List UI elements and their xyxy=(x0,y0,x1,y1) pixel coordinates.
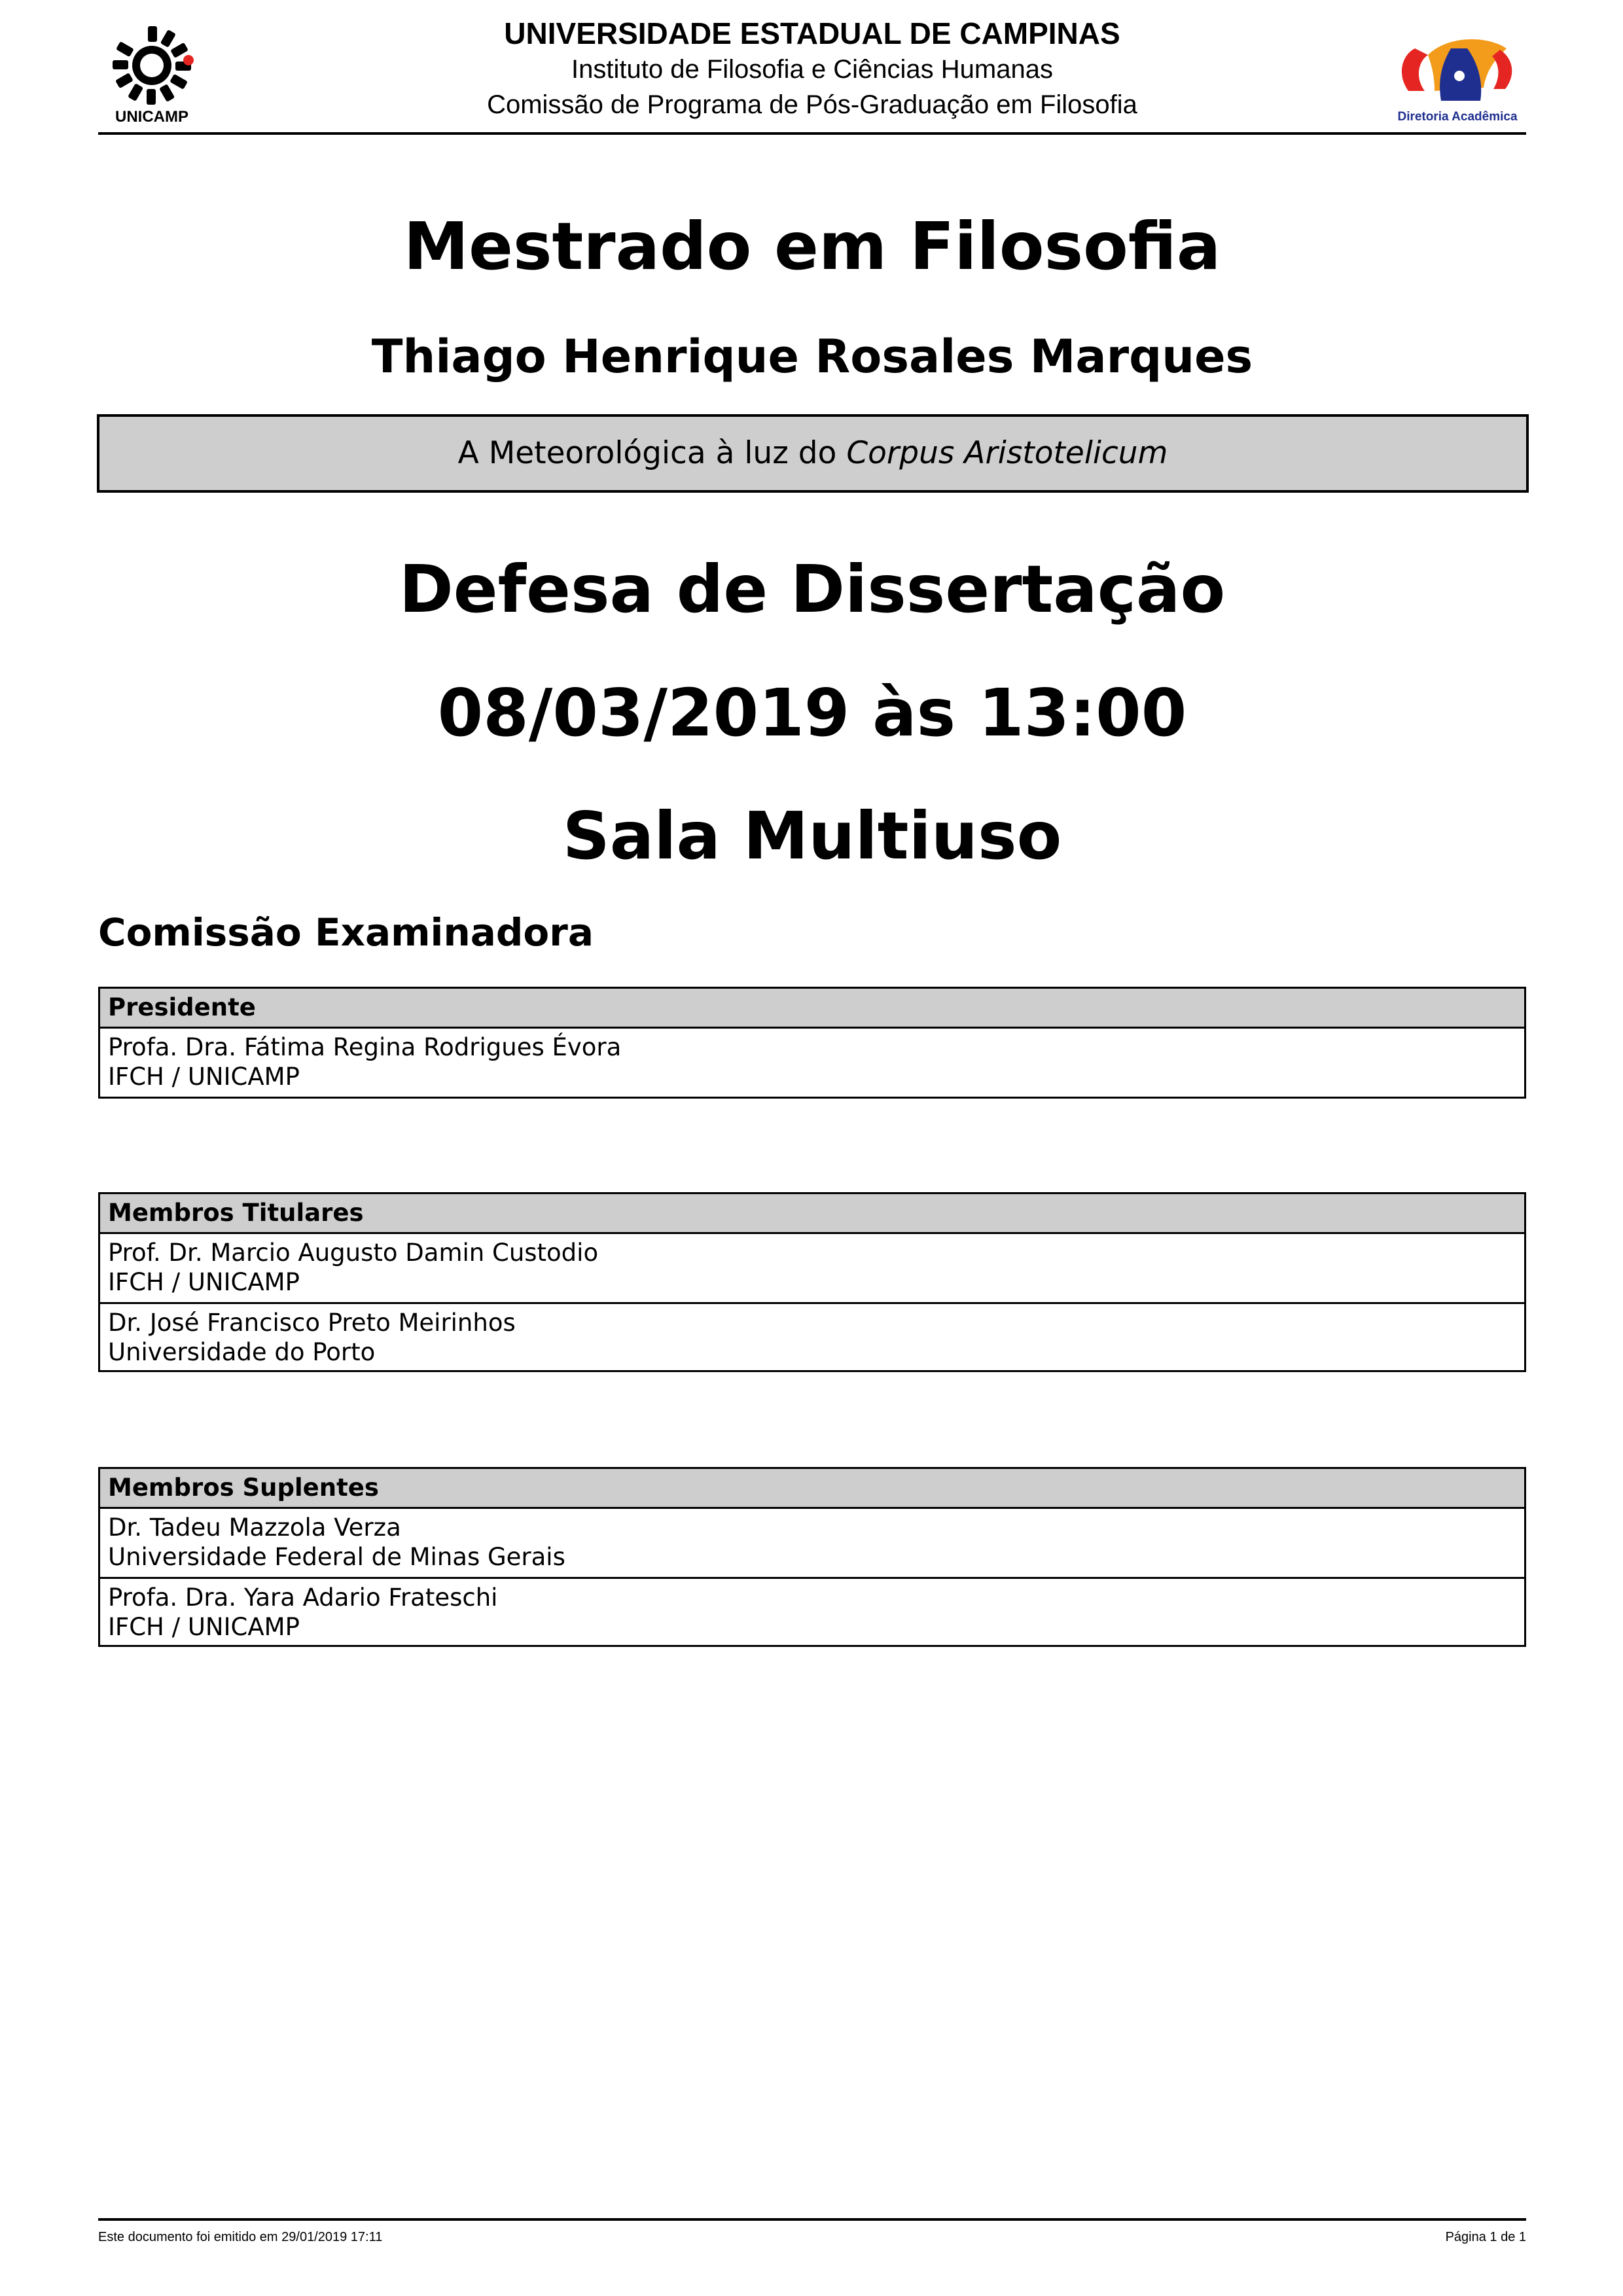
member-affiliation: Universidade Federal de Minas Gerais xyxy=(108,1543,565,1571)
table-row xyxy=(100,1302,1524,1370)
page-number: Página 1 de 1 xyxy=(1445,2230,1526,2244)
suplentes-table xyxy=(98,1467,1526,1647)
member-name: Dr. Tadeu Mazzola Verza xyxy=(108,1513,401,1542)
president-table xyxy=(98,987,1526,1099)
table-header: Membros Suplentes xyxy=(100,1469,1524,1509)
member-affiliation: IFCH / UNICAMP xyxy=(108,1063,300,1091)
svg-text:UNICAMP: UNICAMP xyxy=(115,108,188,126)
institute-name: Instituto de Filosofia e Ciências Humanas xyxy=(571,55,1053,84)
table-header: Membros Titulares xyxy=(100,1194,1524,1234)
defense-datetime: 08/03/2019 às 13:00 xyxy=(437,675,1187,751)
member-name: Dr. José Francisco Preto Meirinhos xyxy=(108,1309,516,1337)
thesis-title-italic: Corpus Aristotelicum xyxy=(846,435,1168,471)
member-name: Prof. Dr. Marcio Augusto Damin Custodio xyxy=(108,1239,599,1267)
commission-name: Comissão de Programa de Pós-Graduação em Filosofia xyxy=(487,90,1137,119)
thesis-title-plain: A Meteorológica à luz do xyxy=(457,435,847,471)
document-footer xyxy=(98,2218,1526,2247)
program-title: Mestrado em Filosofia xyxy=(403,208,1221,285)
document-header xyxy=(98,12,1526,135)
svg-text:Diretoria Acadêmica: Diretoria Acadêmica xyxy=(1397,110,1518,124)
table-row xyxy=(100,1029,1524,1097)
defense-room: Sala Multiuso xyxy=(562,798,1062,874)
member-affiliation: Universidade do Porto xyxy=(108,1338,376,1366)
table-row xyxy=(100,1234,1524,1302)
committee-title: Comissão Examinadora xyxy=(98,910,594,955)
member-affiliation: IFCH / UNICAMP xyxy=(108,1613,300,1641)
university-name: UNIVERSIDADE ESTADUAL DE CAMPINAS xyxy=(504,16,1120,50)
diretoria-academica-logo xyxy=(1389,29,1526,135)
table-row xyxy=(100,1577,1524,1645)
issued-timestamp: Este documento foi emitido em 29/01/2019 17:11 xyxy=(98,2230,383,2244)
member-name: Profa. Dra. Fátima Regina Rodrigues Évora xyxy=(108,1033,622,1061)
member-name: Profa. Dra. Yara Adario Frateschi xyxy=(108,1583,498,1612)
member-affiliation: IFCH / UNICAMP xyxy=(108,1268,300,1296)
table-header: Presidente xyxy=(100,989,1524,1029)
titulares-table xyxy=(98,1192,1526,1372)
defense-type: Defesa de Dissertação xyxy=(399,551,1226,627)
table-row xyxy=(100,1509,1524,1577)
student-name: Thiago Henrique Rosales Marques xyxy=(371,330,1253,383)
thesis-title-box xyxy=(97,414,1529,493)
